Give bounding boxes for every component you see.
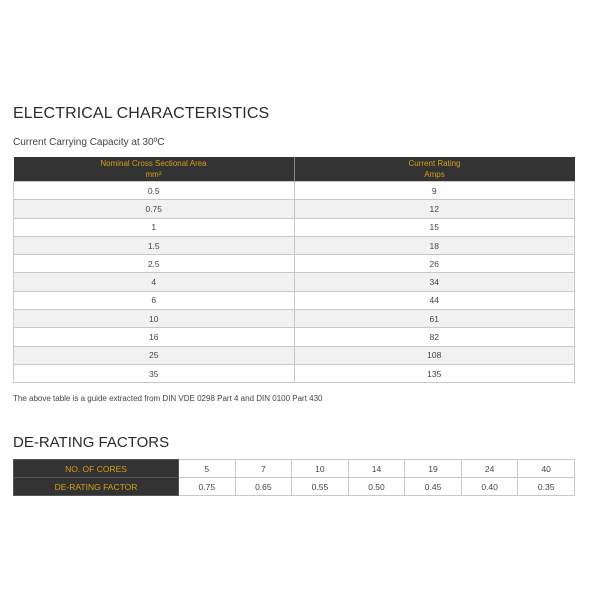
factor-cell: 0.65 <box>235 478 292 496</box>
table-row <box>14 291 575 309</box>
electrical-title: ELECTRICAL CHARACTERISTICS <box>13 105 270 122</box>
factor-cell: 0.50 <box>348 478 405 496</box>
area-cell: 0.75 <box>14 200 295 218</box>
cores-cell: 40 <box>518 460 575 478</box>
cores-cell: 5 <box>179 460 236 478</box>
area-cell: 1.5 <box>14 236 295 254</box>
factor-cell: 0.40 <box>461 478 518 496</box>
factor-cell: 0.75 <box>179 478 236 496</box>
table-row <box>14 182 575 200</box>
column-unit: mm² <box>145 170 162 179</box>
cores-cell: 7 <box>235 460 292 478</box>
area-cell: 25 <box>14 346 295 364</box>
rating-cell: 61 <box>294 310 575 328</box>
derating-title: DE-RATING FACTORS <box>13 434 170 452</box>
column-unit: Amps <box>424 170 445 179</box>
rating-cell: 135 <box>294 364 575 382</box>
table-header-row <box>14 157 575 182</box>
factor-cell: 0.35 <box>518 478 575 496</box>
rating-cell: 15 <box>294 218 575 236</box>
cores-cell: 14 <box>348 460 405 478</box>
area-cell: 16 <box>14 328 295 346</box>
area-cell: 6 <box>14 291 295 309</box>
table-row <box>14 273 575 291</box>
electrical-subtitle: Current Carrying Capacity at 30ºC <box>13 137 165 148</box>
cores-cell: 10 <box>292 460 349 478</box>
column-label: Current Rating <box>408 159 461 168</box>
area-cell: 10 <box>14 310 295 328</box>
table-row <box>14 255 575 273</box>
column-header-area <box>14 157 295 182</box>
rating-cell: 82 <box>294 328 575 346</box>
cores-cell: 24 <box>461 460 518 478</box>
factor-cell: 0.45 <box>405 478 462 496</box>
factor-cell: 0.55 <box>292 478 349 496</box>
rating-cell: 12 <box>294 200 575 218</box>
rating-cell: 9 <box>294 182 575 200</box>
table-row <box>14 310 575 328</box>
rating-cell: 34 <box>294 273 575 291</box>
table-note: The above table is a guide extracted from DIN VDE 0298 Part 4 and DIN 0100 Part 430 <box>13 394 323 404</box>
factor-label: DE-RATING FACTOR <box>14 478 179 496</box>
column-label: Nominal Cross Sectional Area <box>100 159 207 168</box>
current-capacity-table <box>13 157 575 383</box>
area-cell: 4 <box>14 273 295 291</box>
rating-cell: 108 <box>294 346 575 364</box>
table-row <box>14 460 575 478</box>
table-row <box>14 346 575 364</box>
table-row <box>14 478 575 496</box>
rating-cell: 26 <box>294 255 575 273</box>
column-header-rating <box>294 157 575 182</box>
area-cell: 35 <box>14 364 295 382</box>
table-row <box>14 200 575 218</box>
content <box>13 104 575 496</box>
derating-table <box>13 459 575 496</box>
cores-label: NO. OF CORES <box>14 460 179 478</box>
area-cell: 0.5 <box>14 182 295 200</box>
area-cell: 2.5 <box>14 255 295 273</box>
table-row <box>14 236 575 254</box>
area-cell: 1 <box>14 218 295 236</box>
rating-cell: 44 <box>294 291 575 309</box>
table-row <box>14 328 575 346</box>
cores-cell: 19 <box>405 460 462 478</box>
table-row <box>14 218 575 236</box>
rating-cell: 18 <box>294 236 575 254</box>
table-row <box>14 364 575 382</box>
